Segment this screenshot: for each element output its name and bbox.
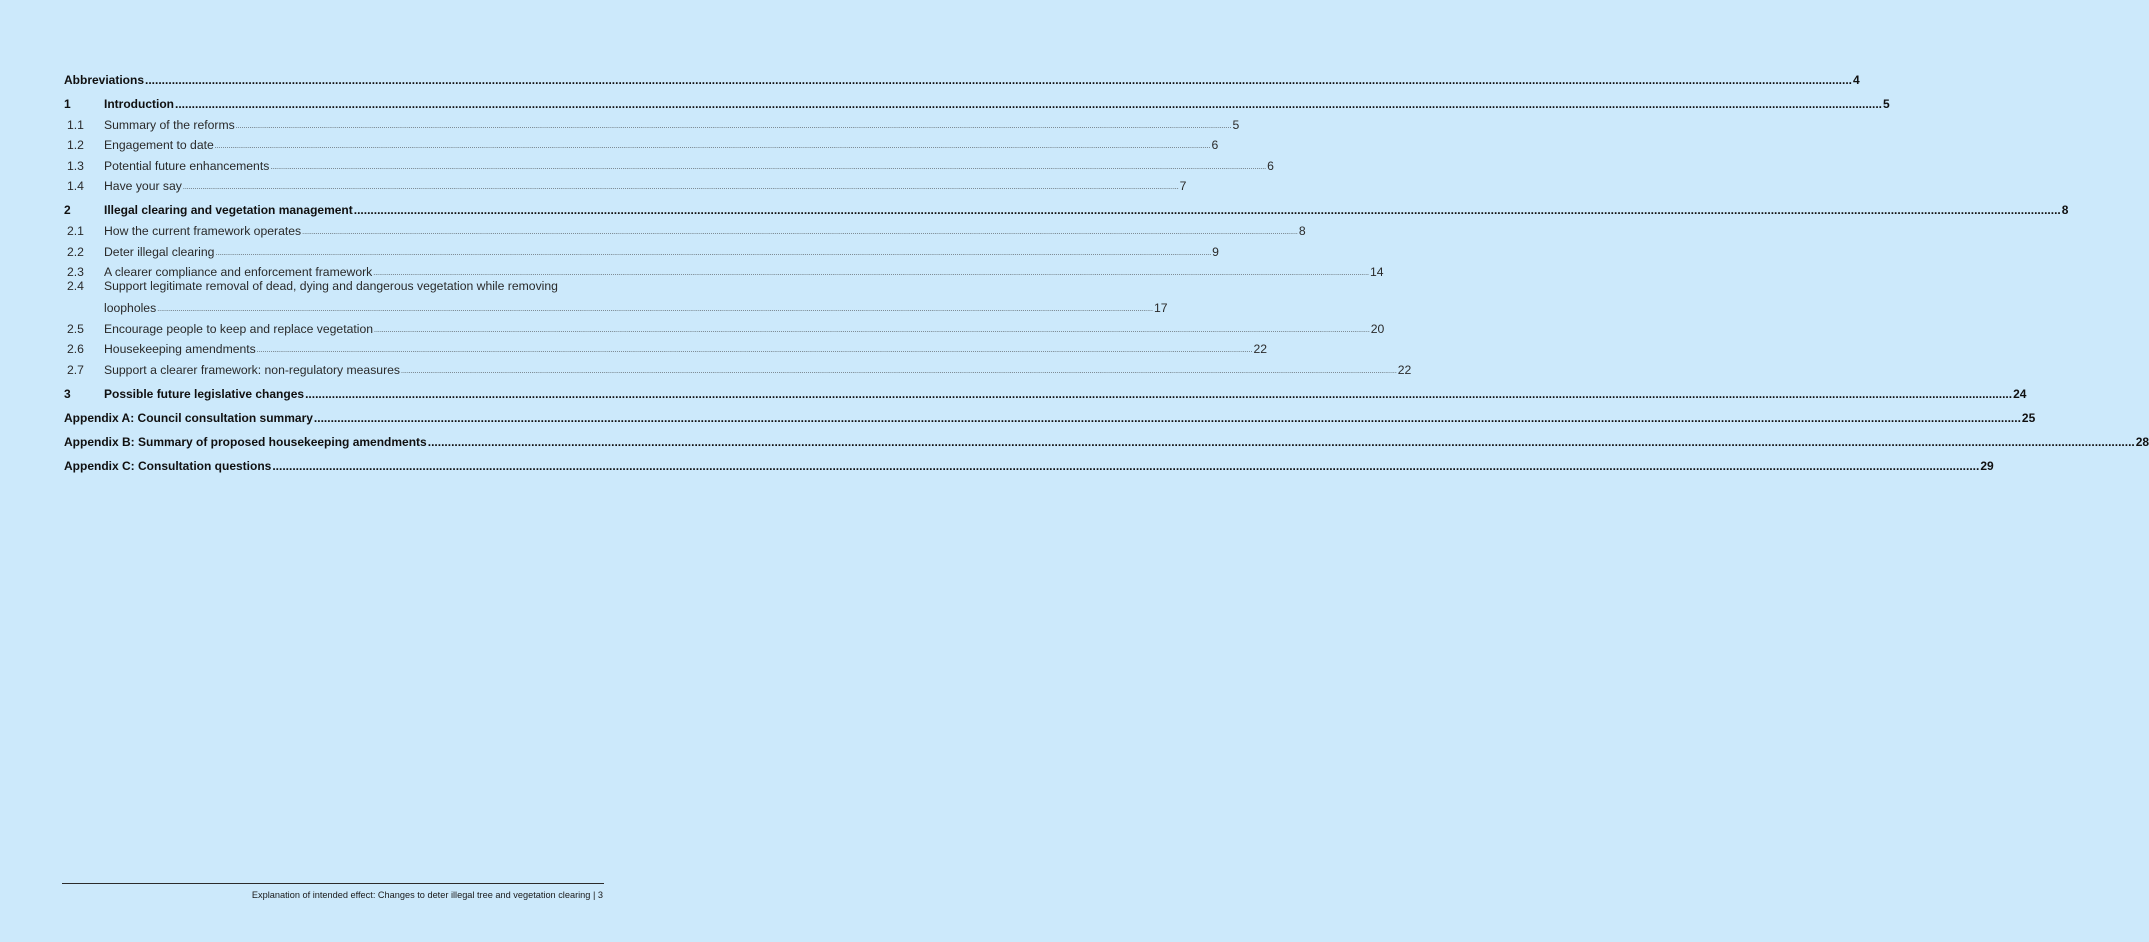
toc-entry-appendix-c[interactable] xyxy=(64,452,1994,473)
toc-entry-title-block xyxy=(104,279,1168,315)
toc-entry-page: 9 xyxy=(1212,244,1219,259)
page-footer: Explanation of intended effect: Changes to deter illegal tree and vegetation clearing | 3 xyxy=(251,890,603,900)
toc-leader-dots xyxy=(145,73,1852,87)
toc-entry-title: Possible future legislative changes xyxy=(104,386,305,401)
toc-entry-section-1-1[interactable] xyxy=(64,111,1240,132)
toc-entry-appendix-a[interactable] xyxy=(64,404,2036,425)
toc-entry-section-1-2[interactable] xyxy=(64,132,1219,153)
toc-leader-dots xyxy=(354,203,2061,217)
toc-leader-dots xyxy=(215,250,1211,259)
toc-entry-number: 2 xyxy=(64,203,71,218)
toc-entry-page: 28 xyxy=(2135,434,2149,449)
toc-entry-section-2-3[interactable] xyxy=(64,259,1384,280)
toc-entry-section-1[interactable] xyxy=(64,90,1890,111)
toc-entry-section-1-4[interactable] xyxy=(64,173,1187,194)
toc-entry-abbreviations[interactable] xyxy=(64,66,1860,87)
toc-entry-title: Have your say xyxy=(104,179,182,194)
toc-entry-section-1-3[interactable] xyxy=(64,152,1274,173)
toc-entry-number: 2.7 xyxy=(67,362,84,377)
toc-entry-page: 24 xyxy=(2013,386,2027,401)
toc-entry-number: 2.1 xyxy=(67,223,84,238)
toc-leader-dots xyxy=(305,387,2012,401)
toc-entry-number: 2.4 xyxy=(67,279,84,294)
toc-entry-page: 29 xyxy=(1980,458,1994,473)
toc-entry-title: Encourage people to keep and replace vegetation xyxy=(104,321,374,336)
toc-leader-dots xyxy=(401,368,1397,377)
toc-entry-page: 5 xyxy=(1882,97,1890,111)
toc-entry-number: 1.4 xyxy=(67,179,84,194)
toc-entry-title: loopholes xyxy=(104,301,157,316)
toc-entry-number: 2.3 xyxy=(67,265,84,280)
table-of-contents xyxy=(64,66,2149,473)
toc-leader-dots xyxy=(236,123,1232,132)
toc-entry-page: 7 xyxy=(1179,179,1187,194)
toc-entry-section-2-5[interactable] xyxy=(64,315,1385,336)
toc-entry-title: Housekeeping amendments xyxy=(104,342,256,357)
toc-entry-section-2-1[interactable] xyxy=(64,217,1306,238)
toc-leader-dots xyxy=(302,229,1298,238)
toc-entry-title: Introduction xyxy=(104,97,174,111)
toc-entry-title: Appendix A: Council consultation summary xyxy=(64,410,313,425)
toc-entry-section-2[interactable] xyxy=(64,196,2069,218)
toc-entry-title: Appendix C: Consultation questions xyxy=(64,458,272,473)
toc-entry-title: Appendix B: Summary of proposed housekeeping amendments xyxy=(64,434,427,449)
toc-entry-section-2-4[interactable] xyxy=(64,279,1168,316)
toc-entry-page: 17 xyxy=(1153,301,1168,316)
toc-entry-page: 25 xyxy=(2021,410,2036,425)
toc-entry-section-2-7[interactable] xyxy=(64,356,1412,377)
toc-leader-dots xyxy=(428,435,2135,449)
toc-entry-title: Deter illegal clearing xyxy=(104,244,215,259)
toc-entry-number: 2.6 xyxy=(67,342,84,357)
toc-entry-title: Support legitimate removal of dead, dying and dangerous vegetation while removing xyxy=(104,279,558,294)
toc-entry-number: 3 xyxy=(64,386,71,401)
toc-entry-number: 1.2 xyxy=(67,138,84,153)
toc-leader-dots xyxy=(374,327,1370,336)
toc-entry-page: 14 xyxy=(1370,265,1384,280)
footer-divider xyxy=(62,883,604,884)
toc-entry-title: Abbreviations xyxy=(64,73,145,87)
toc-entry-title: Potential future enhancements xyxy=(104,158,270,173)
toc-entry-title-continued xyxy=(104,296,1168,315)
toc-leader-dots xyxy=(175,97,1882,111)
toc-entry-page: 22 xyxy=(1253,342,1268,357)
toc-leader-dots xyxy=(314,411,2021,425)
toc-entry-page: 6 xyxy=(1267,158,1274,173)
toc-leader-dots xyxy=(183,184,1179,193)
toc-entry-page: 22 xyxy=(1397,362,1412,377)
toc-entry-title: A clearer compliance and enforcement framework xyxy=(104,265,373,280)
toc-entry-title: Illegal clearing and vegetation management xyxy=(104,203,353,218)
toc-entry-page: 20 xyxy=(1370,321,1385,336)
toc-entry-page: 8 xyxy=(1298,223,1306,238)
toc-leader-dots xyxy=(157,306,1153,315)
toc-leader-dots xyxy=(257,347,1253,356)
toc-entry-title: How the current framework operates xyxy=(104,223,302,238)
toc-entry-title: Engagement to date xyxy=(104,138,214,153)
toc-entry-number: 2.5 xyxy=(67,321,84,336)
toc-entry-page: 4 xyxy=(1853,73,1860,87)
toc-entry-title: Support a clearer framework: non-regulatory measures xyxy=(104,362,401,377)
toc-entry-section-3[interactable] xyxy=(64,380,2027,401)
toc-entry-section-2-6[interactable] xyxy=(64,336,1268,357)
toc-leader-dots xyxy=(272,459,1979,473)
toc-entry-title: Summary of the reforms xyxy=(104,117,235,132)
toc-leader-dots xyxy=(373,270,1369,279)
toc-entry-page: 6 xyxy=(1211,138,1219,153)
toc-leader-dots xyxy=(270,164,1266,173)
toc-entry-number: 1.3 xyxy=(67,158,84,173)
toc-entry-number: 1 xyxy=(64,97,71,111)
toc-entry-page: 8 xyxy=(2061,203,2069,218)
toc-leader-dots xyxy=(215,143,1211,152)
toc-entry-number: 2.2 xyxy=(67,244,84,259)
toc-entry-section-2-2[interactable] xyxy=(64,238,1219,259)
toc-entry-appendix-b[interactable] xyxy=(64,428,2149,449)
toc-entry-number: 1.1 xyxy=(67,117,84,132)
toc-entry-page: 5 xyxy=(1232,117,1240,132)
